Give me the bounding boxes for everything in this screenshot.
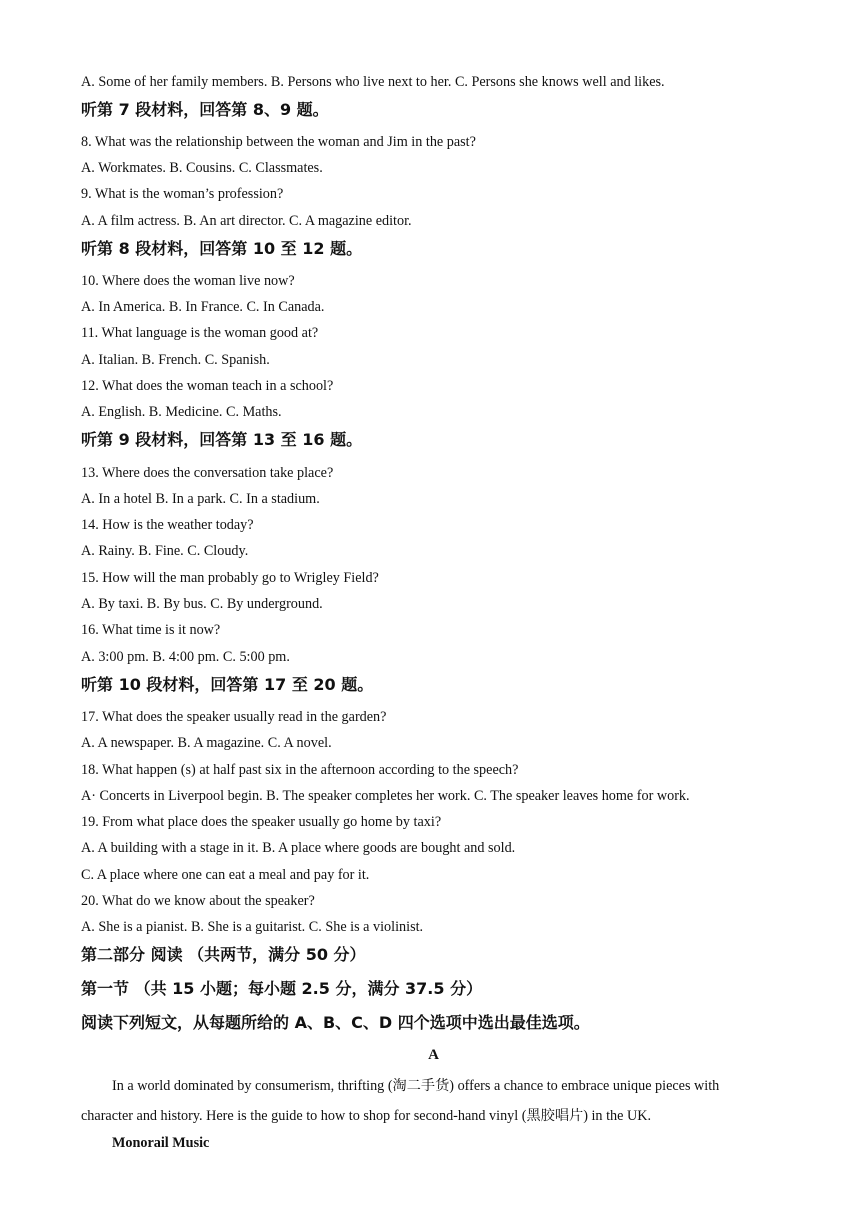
instruction-heading: 阅读下列短文，从每题所给的 A、B、C、D 四个选项中选出最佳选项。 [81, 1013, 590, 1032]
option-line: A. In a hotel B. In a park. C. In a stadium. [81, 491, 320, 507]
option-line: A· Concerts in Liverpool begin. B. The speaker completes her work. C. The speaker leaves home for work. [81, 788, 690, 804]
question-line: 14. How is the weather today? [81, 517, 254, 533]
question-line: 17. What does the speaker usually read in the garden? [81, 709, 387, 725]
section-heading: 第一节 （共 15 小题；每小题 2.5 分，满分 37.5 分） [81, 979, 483, 998]
question-line: 19. From what place does the speaker usually go home by taxi? [81, 814, 442, 830]
section-heading: 听第 8 段材料，回答第 10 至 12 题。 [81, 239, 363, 258]
option-line: A. In America. B. In France. C. In Canada. [81, 299, 325, 315]
option-line: A. She is a pianist. B. She is a guitarist. C. She is a violinist. [81, 919, 424, 935]
option-line: C. A place where one can eat a meal and pay for it. [81, 867, 370, 883]
passage-subheading: Monorail Music [112, 1135, 210, 1151]
option-line: A. 3:00 pm. B. 4:00 pm. C. 5:00 pm. [81, 649, 290, 665]
question-line: 15. How will the man probably go to Wrigley Field? [81, 570, 379, 586]
question-line: 10. Where does the woman live now? [81, 273, 295, 289]
section-heading: 听第 7 段材料，回答第 8、9 题。 [81, 100, 329, 119]
section-heading: 听第 9 段材料，回答第 13 至 16 题。 [81, 430, 363, 449]
question-line: 12. What does the woman teach in a school? [81, 378, 334, 394]
passage-label: A [428, 1047, 439, 1063]
option-line: A. A film actress. B. An art director. C. A magazine editor. [81, 213, 412, 229]
option-line: A. Rainy. B. Fine. C. Cloudy. [81, 543, 249, 559]
question-line: 13. Where does the conversation take place? [81, 465, 334, 481]
question-line: 18. What happen (s) at half past six in the afternoon according to the speech? [81, 762, 519, 778]
passage-line: In a world dominated by consumerism, thrifting (淘二手货) offers a chance to embrace unique pieces with [112, 1078, 720, 1094]
section-heading: 听第 10 段材料，回答第 17 至 20 题。 [81, 675, 374, 694]
question-line: 11. What language is the woman good at? [81, 325, 319, 341]
option-line: A. By taxi. B. By bus. C. By underground. [81, 596, 323, 612]
option-line: A. English. B. Medicine. C. Maths. [81, 404, 282, 420]
passage-line: character and history. Here is the guide to how to shop for second-hand vinyl (黑胶唱片) in the UK. [81, 1108, 651, 1124]
option-line: A. Workmates. B. Cousins. C. Classmates. [81, 160, 323, 176]
option-line: A. A newspaper. B. A magazine. C. A novel. [81, 735, 332, 751]
question-line: 8. What was the relationship between the woman and Jim in the past? [81, 134, 476, 150]
option-line: A. Italian. B. French. C. Spanish. [81, 352, 270, 368]
question-line: 16. What time is it now? [81, 622, 221, 638]
option-line: A. Some of her family members. B. Persons who live next to her. C. Persons she knows well and likes. [81, 74, 665, 90]
part-heading: 第二部分 阅读 （共两节，满分 50 分） [81, 945, 366, 964]
question-line: 9. What is the woman’s profession? [81, 186, 284, 202]
question-line: 20. What do we know about the speaker? [81, 893, 315, 909]
option-line: A. A building with a stage in it. B. A place where goods are bought and sold. [81, 840, 516, 856]
